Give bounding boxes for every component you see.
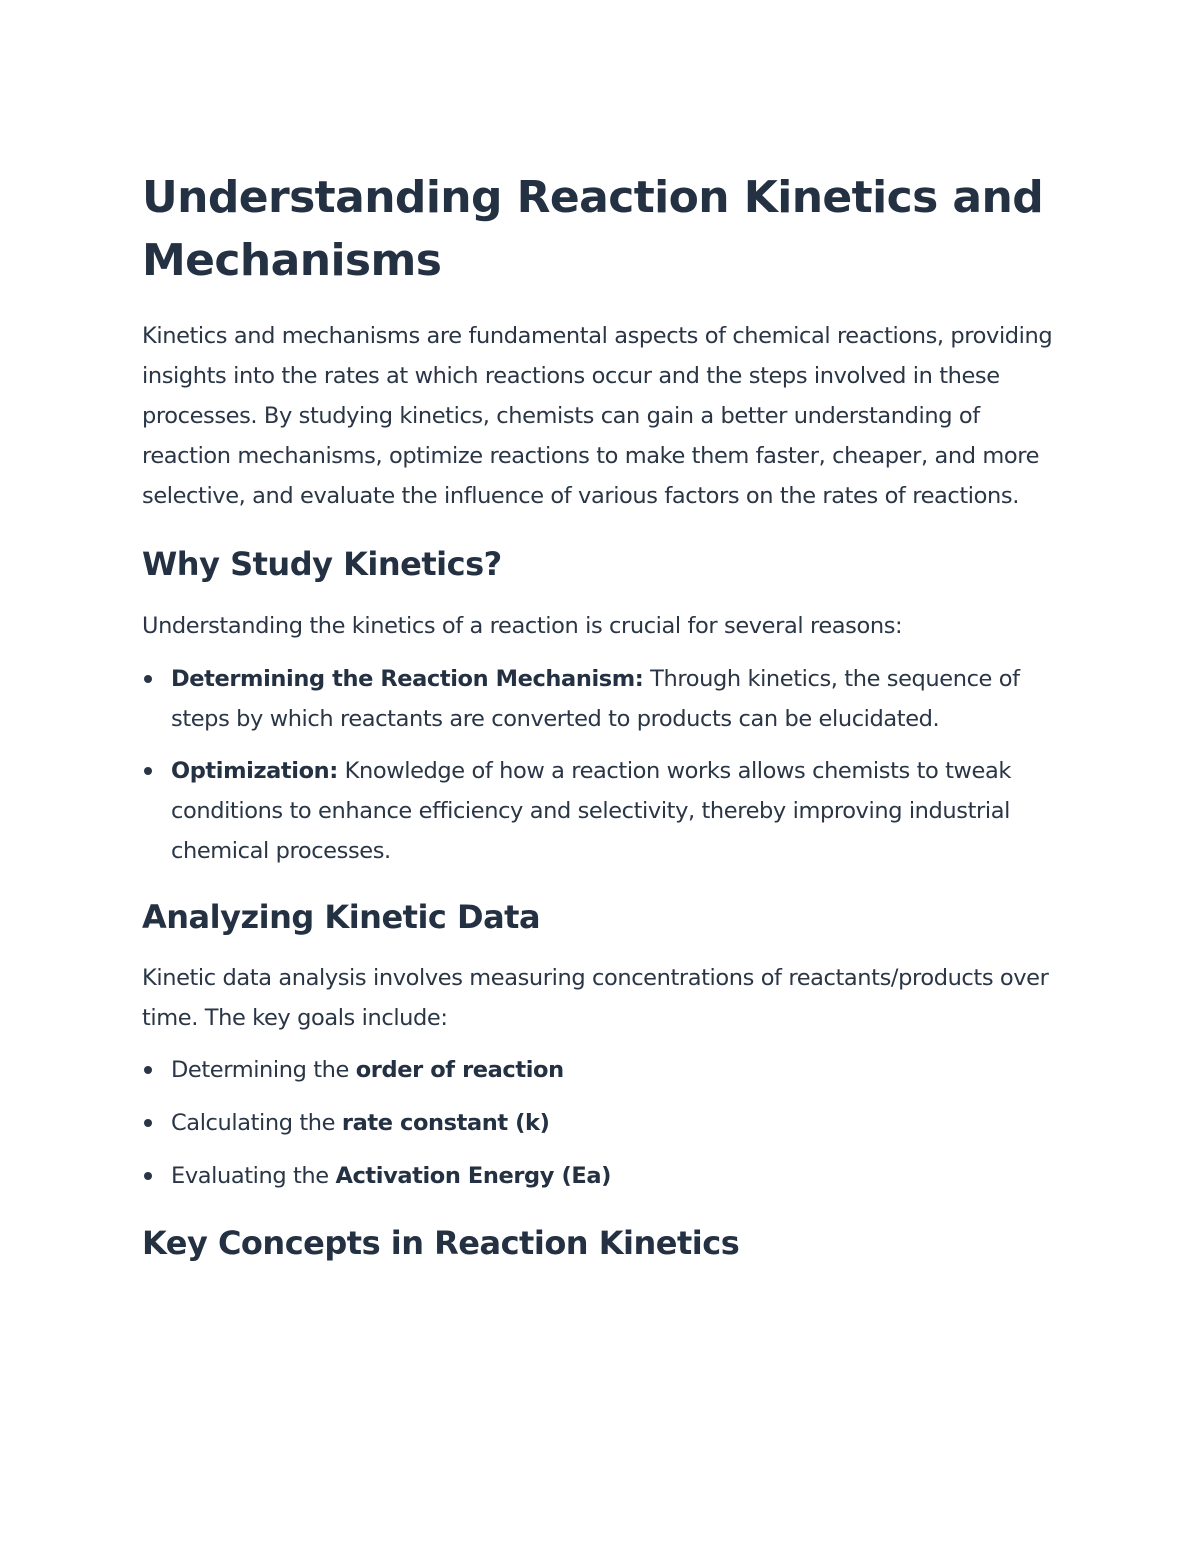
bullet-icon [144,767,152,775]
list-item-text: Calculating the [171,1110,342,1136]
list-item-term: Optimization: [171,758,338,784]
why-reasons-list [142,659,1060,871]
section-heading-key-concepts: Key Concepts in Reaction Kinetics [142,1224,740,1262]
bullet-icon [144,675,152,683]
list-item-text: Through kinetics, the sequence of steps by which reactants are converted to products can be elucidated. [171,666,1020,732]
list-item [142,1156,1060,1196]
list-item-text: Knowledge of how a reaction works allows chemists to tweak conditions to enhance efficiency and selectivity, thereby improving industrial chemical processes. [171,758,1011,864]
list-item-term: Determining the Reaction Mechanism: [171,666,644,692]
list-item-text: Determining the [171,1057,356,1083]
page-title: Understanding Reaction Kinetics and Mechanisms [142,172,1044,286]
intro-paragraph: Kinetics and mechanisms are fundamental aspects of chemical reactions, providing insights into the rates at which reactions occur and the steps involved in these processes. By studying kinetics, chemists can gain a better understanding of reaction mechanisms, optimize reactions to make them faster, cheaper, and more selective, and evaluate the influence of various factors on the rates of reactions. [142,323,1053,509]
bullet-icon [144,1172,152,1180]
list-item-term: Activation Energy (Ea) [335,1163,611,1189]
list-item-text: Evaluating the [171,1163,336,1189]
bullet-icon [144,1119,152,1127]
why-lead-paragraph: Understanding the kinetics of a reaction is crucial for several reasons: [142,613,903,639]
list-item-term: rate constant (k) [341,1110,550,1136]
list-item-term: order of reaction [355,1057,564,1083]
analyzing-goals-list [142,1050,1060,1196]
list-item [142,1103,1060,1143]
list-item [142,1050,1060,1090]
bullet-icon [144,1066,152,1074]
section-heading-why-study-kinetics: Why Study Kinetics? [142,545,502,583]
list-item [142,659,1060,739]
list-item [142,751,1060,871]
analyzing-lead-paragraph: Kinetic data analysis involves measuring concentrations of reactants/products over time. The key goals include: [142,965,1049,1031]
section-heading-analyzing-kinetic-data: Analyzing Kinetic Data [142,898,541,936]
document-page [142,166,1060,1263]
